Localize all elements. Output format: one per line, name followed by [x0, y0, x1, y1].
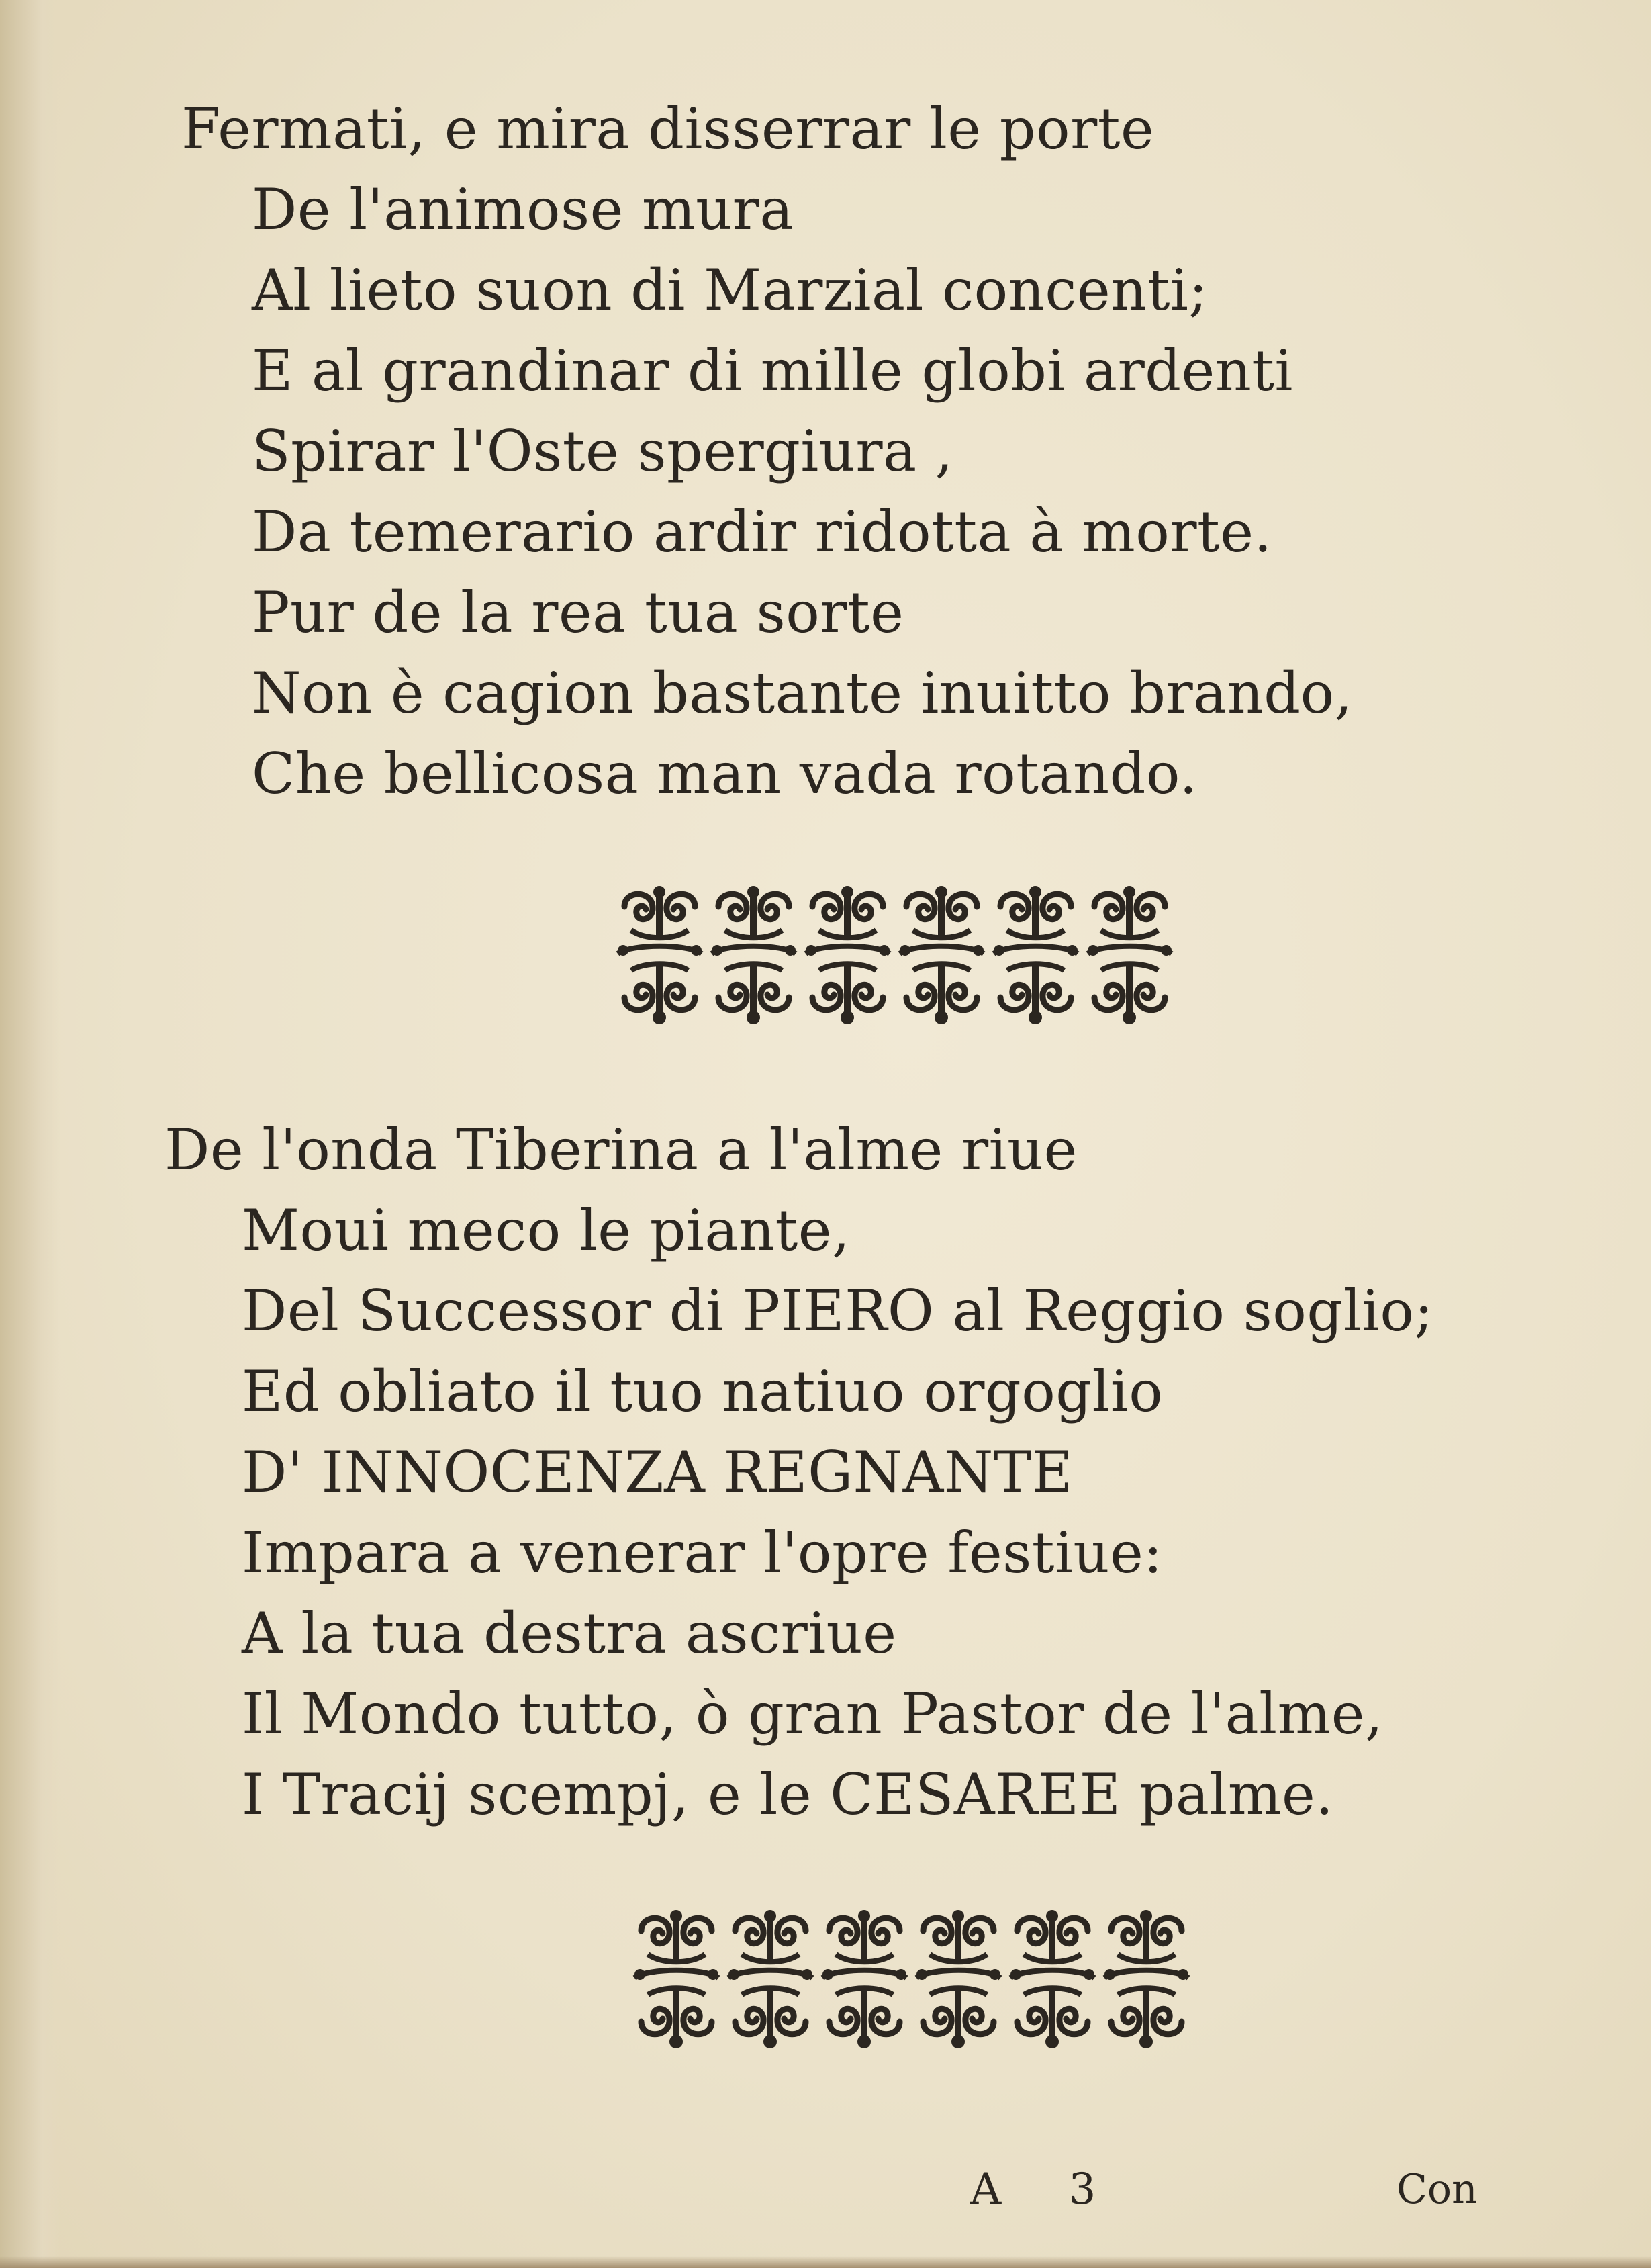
verse-line: De l'onda Tiberina a l'alme riue: [164, 1117, 1078, 1183]
fleuron-ornament-icon: [618, 1891, 1195, 2072]
verse-line: Del Successor di PIERO al Reggio soglio;: [242, 1278, 1434, 1344]
verse-line: Pur de la rea tua sorte: [252, 580, 904, 645]
verse-line: I Tracij scempj, e le CESAREE palme.: [242, 1762, 1334, 1827]
verse-line: E al grandinar di mille globi ardenti: [252, 338, 1293, 404]
verse-line: Da temerario ardir ridotta à morte.: [252, 499, 1272, 565]
verse-line: Spirar l'Oste spergiura ,: [252, 418, 953, 484]
verse-line: Non è cagion bastante inuitto brando,: [252, 660, 1353, 726]
verse-line: Al lieto suon di Marzial concenti;: [252, 257, 1209, 323]
stanza-1: [181, 89, 1353, 814]
verse-line: D' INNOCENZA REGNANTE: [242, 1439, 1074, 1505]
page-gutter-shadow: [0, 0, 60, 2268]
catchword: Con: [1397, 2166, 1478, 2213]
verse-line: A la tua destra ascriue: [242, 1600, 897, 1666]
verse-line: Impara a venerar l'opre festiue:: [242, 1520, 1163, 1586]
verse-line: De l'animose mura: [252, 177, 794, 242]
verse-line: Fermati, e mira disserrar le porte: [181, 96, 1155, 162]
verse-line: Che bellicosa man vada rotando.: [252, 741, 1198, 807]
verse-line: Il Mondo tutto, ò gran Pastor de l'alme,: [242, 1681, 1384, 1747]
stanza-2: [164, 1109, 1433, 1835]
verse-line: Ed obliato il tuo natiuo orgoglio: [242, 1359, 1164, 1424]
page-bottom-edge: [0, 2256, 1651, 2268]
signature-mark: A 3: [970, 2165, 1123, 2214]
verse-line: Moui meco le piante,: [242, 1197, 851, 1263]
fleuron-ornament-icon: [604, 866, 1175, 1048]
